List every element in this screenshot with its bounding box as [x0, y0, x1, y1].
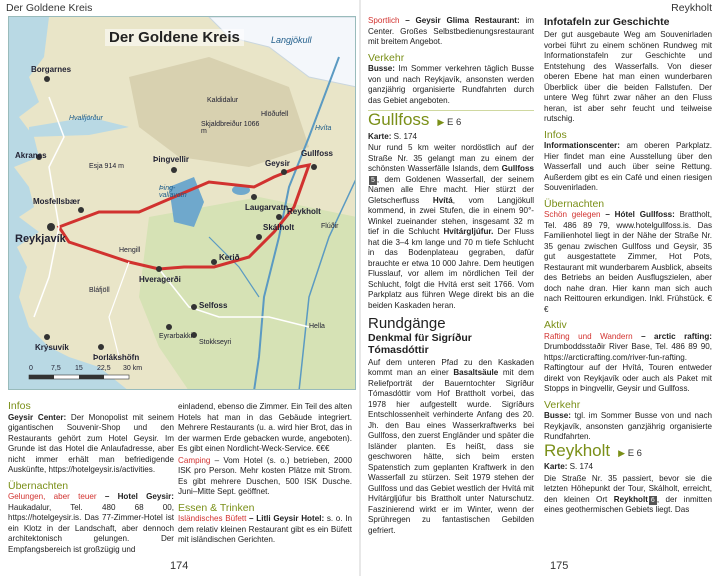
reykholt-heading: Reykholt ▶ E 6 [544, 440, 642, 460]
map-scale-30: 30 km [123, 365, 143, 372]
map-scale-0: 0 [29, 365, 33, 372]
map-ref-icon: ▶ [437, 117, 445, 127]
p174-hotel-continued: einladend, ebenso die Zimmer. Ein Teil des alten Hotels hat man in das Gebäude integriert. Mehrere Restaurants (u. a. wird hier Brot, das in der warmen Erde gebacken wurde, angeboten). Es gibt einen Nordlicht-Weck-Service. €€€ [178, 402, 352, 453]
p174-infos-text: Geysir Center: Der Monopolist mit seinem gigantischen Souvenir-Shop und den Restaurants gehört zum Hotel Geysir. Im Grunde ist das Hotel die Anlaufadresse, aber nicht immer erhält man befriedigende Auskünfte, https://hotelgeysir.is/activities. [8, 412, 175, 474]
map-label-thorlakshofn: Þorlákshöfn [93, 353, 140, 362]
rundgaenge-heading: Rundgänge [368, 315, 446, 332]
map-label-langjokull: Langjökull [271, 35, 312, 45]
infotafeln-text: Der gut ausgebaute Weg am Souvenirladen vorbei führt zu einem schönen Rundweg mit Informationstafeln zur Geschichte und Entstehung des Wasserfalls. Von dieser oberen Ebene hat man einen wunderbaren Überblick über die beiden Fallstufen. Der untere Weg führt zwar näher an den Fluss heran, ist aber sehr feucht und teilweise rutschig. [544, 30, 712, 123]
running-header-right: Reykholt [671, 2, 712, 14]
p174-essen-heading: Essen & Trinken [178, 501, 255, 514]
denkmal-heading: Denkmal für Sigríður Tómasdóttir [368, 331, 472, 356]
map-label-mosfellsbaer: Mosfellsbær [33, 197, 81, 206]
p174-column-1 [8, 396, 174, 556]
map-label-skjaldbreidur: Skjaldbreiður 1066 m [201, 121, 260, 135]
p175-aktiv-text: Rafting und Wandern – arctic rafting: Drumboddsstaðir River Base, Tel. 486 89 90, https://arcticrafting.com/river-fun-rafting. Raftingtour auf der Hvítá, Touren entweder direkt von Reykjavík oder auch als Paket mit Stopps in Þingvellir, Geysir und Gullfoss. [544, 331, 712, 393]
gullfoss-heading: Gullfoss ▶ E 6 [368, 110, 462, 129]
map-label-krysuvik: Krýsuvík [35, 343, 69, 352]
infotafeln-heading: Infotafeln zur Geschichte [544, 16, 670, 28]
map-label-akranes: Akranes [15, 151, 47, 160]
reykholt-text: Die Straße Nr. 35 passiert, bevor sie die letzten Höhepunkt der Tour, Skálholt, erreicht, den kleinen Ort Reykholt 6 , der inmitten eines geothermischen Gebiets liegt. Das [544, 473, 712, 514]
p175-verkehr2-text: Busse: tgl. im Sommer Busse von und nach Reykjavík, ansonsten ganzjährig organisierte Rundfahrten. [544, 411, 712, 441]
map-scale-15: 15 [75, 365, 83, 372]
map-label-gullfoss: Gullfoss [301, 149, 334, 158]
map-badge-6: 6 [650, 496, 655, 504]
map-label-pingvellir: Þingvellir [153, 155, 190, 164]
map-label-fludir: Flúðir [321, 223, 339, 230]
map-label-hveragerdi: Hveragerði [139, 275, 181, 284]
p175-column-1 [368, 16, 534, 537]
p175-infos-text: Informationscenter: am oberen Parkplatz. Hier findet man eine Ausstellung über den Wasserfall und auch über seine Rettung. Außerdem gibt es ein Café und einen riesigen Souvenirladen. [544, 141, 712, 192]
p175-verkehr-heading: Verkehr [368, 51, 405, 64]
map-label-stokkseyri: Stokkseyri [199, 339, 232, 346]
map-label-hvalfjordur: Hvalfjörður [69, 115, 103, 122]
p174-essen-text: Isländisches Büfett – Litli Geysir Hotel: s. o. In dem relativ kleinen Restaurant gibt es ein Büfett mit isländischen Gerichten. [178, 514, 352, 544]
map-label-eyrarbakki: Eyrarbakki [159, 333, 193, 340]
p175-column-2 [544, 16, 712, 517]
map-label-kaldidalur: Kaldidalur [207, 97, 239, 104]
map-label-borgarnes: Borgarnes [31, 65, 72, 74]
running-header-left: Der Goldene Kreis [6, 2, 93, 14]
map-ref-icon: ▶ [618, 447, 626, 458]
map-label-geysir: Geysir [265, 159, 290, 168]
map-label-laugarvatn: Laugarvatn [245, 203, 289, 212]
p175-aktiv-heading: Aktiv [544, 319, 567, 331]
p174-infos-heading: Infos [8, 400, 31, 412]
page-number-174: 174 [170, 560, 189, 572]
map-label-kerid: Kerið [219, 253, 240, 262]
gullfoss-karte: Karte: S. 174 [368, 131, 418, 141]
p175-sport-text: Sportlich – Geysir Glima Restaurant: im Center. Großes Selbstbedienungsrestaurant mit breitem Angebot. [368, 16, 534, 46]
map-label-hlodufell: Hlöðufell [261, 111, 289, 118]
map-label-pingvallavatn: Þing-vallavatn [159, 185, 187, 199]
map-label-esja: Esja 914 m [89, 163, 125, 170]
golden-circle-map [8, 16, 356, 390]
p175-verkehr-text: Busse: Im Sommer verkehren täglich Busse von und nach Reykjavík, ansonsten werden ganzjährig organisierte Rundfahrten durch das Gebiet angeboten. [368, 64, 534, 105]
map-label-skalholt: Skálholt [263, 223, 295, 232]
gullfoss-text: Nur rund 5 km weiter nordöstlich auf der Straße Nr. 35 gelangt man zu einem der schönsten Wasserfälle Islands, dem Gullfoss5 , dem Goldenen Wasserfall, der seinem Namen alle Ehre macht. Hier stürzt der Gletscherfluss Hvítá, vom Langjökull kommend, in zwei Stufen, die in einem 90°-Winkel zueinander stehen, insgesamt 32 m tief in die Schlucht Hvítárgljúfur. Der Fluss hat die 3–4 km lange und 70 m tiefe Schlucht in das Bodenplateau gegraben, dafür brauchte er etwa 10 000 Jahre. Dem heutigen Flusslauf, vor allem im nördlichen Teil der Schlucht, folgt die Hvítá erst seit 1766. Vom Parkplatz aus führen Wege direkt bis an die beiden Kaskaden heran. [368, 143, 534, 310]
p174-uebernachten-text: Gelungen, aber teuer – Hotel Geysir: Haukadalur, Tel. 480 68 00, https://hotelgeysir.is. Das 77-Zimmer-Hotel ist ein Klotz in der Landschaft, aber dennoch architektonisch gelungen. Der Empfangsbereich ist großzügig und [8, 492, 174, 554]
map-title: Der Goldene Kreis [105, 29, 244, 46]
page-175 [360, 0, 720, 576]
map-scale-7-5: 7,5 [51, 365, 61, 372]
p175-verkehr2-heading: Verkehr [544, 398, 581, 411]
reykholt-karte: Karte: S. 174 [544, 462, 594, 471]
p174-uebernachten-heading: Übernachten [8, 479, 69, 492]
map-label-hengill: Hengill [119, 247, 141, 254]
p175-uebernachten-text: Schön gelegen – Hótel Gullfoss: Brattholt, Tel. 486 89 79, www.hotelgullfoss.is. Das Familienhotel liegt in der Nähe der Straße Nr. 35 genau zwischen Gullfoss und Geysir, 35 gut ausgestattete Zimmer, Hot Pots, Restaurant mit wunderbarem Ausblick, abseits des Betriebs an beiden Ausflugszielen, aber doch nahe dran. Hier kann man sich auch nach Reittouren erkundigen. Inkl. Frühstück. €€ [544, 210, 712, 314]
map-badge-5: 5 [371, 176, 375, 184]
page-number-175: 175 [550, 560, 569, 572]
p174-column-2 [178, 402, 352, 547]
map-label-blafjoll: Bláfjöll [89, 287, 110, 294]
p174-camping-text: Camping – Vom Hotel (s. o.) betrieben, 2000 ISK pro Person. Mehr kosten Plätze mit Strom. Es gibt mehrere Duschen, 500 ISK Dusche. Juni–Mitte Sept. geöffnet. [178, 455, 352, 496]
denkmal-text: Auf dem unteren Pfad zu den Kaskaden kommt man an einer Basaltsäule mit dem Reliefporträt der Bauerntochter Sigríður Tómasdóttir vom Hof Brattholt vorbei, das 1978 hier aufgestellt wurde. Sigríðurs Entschlossenheit verhinderte Anfang des 20. Jh. den Bau eines Wasserkraftwerks bei Gullfoss, den zuerst Engländer und später die Isländer planten. Es heißt, dass sie geschworen hätte, sich beim ersten Spatenstich zum geplanten Kraftwerk in den Wasserfall zu stürzen. Seit 1979 stehen der Gullfoss und das Gebiet westlich der Hvítá mit Hvítárgljúfur bis Brattholt unter Naturschutz. Faszinierend wirkt er im Winter, wenn der Sprühregen zu fantastischen Gebilden gefriert. [368, 357, 534, 535]
map-scale-22-5: 22,5 [97, 365, 111, 372]
p175-uebernachten-heading: Übernachten [544, 197, 605, 210]
map-label-hella: Hella [309, 323, 325, 330]
map-label-hvita: Hvíta [315, 125, 332, 132]
map-label-selfoss: Selfoss [199, 301, 228, 310]
map-label-reykjavik: Reykjavík [15, 233, 66, 245]
p175-infos-heading: Infos [544, 128, 567, 141]
map-label-reykholt: Reykholt [287, 207, 321, 216]
